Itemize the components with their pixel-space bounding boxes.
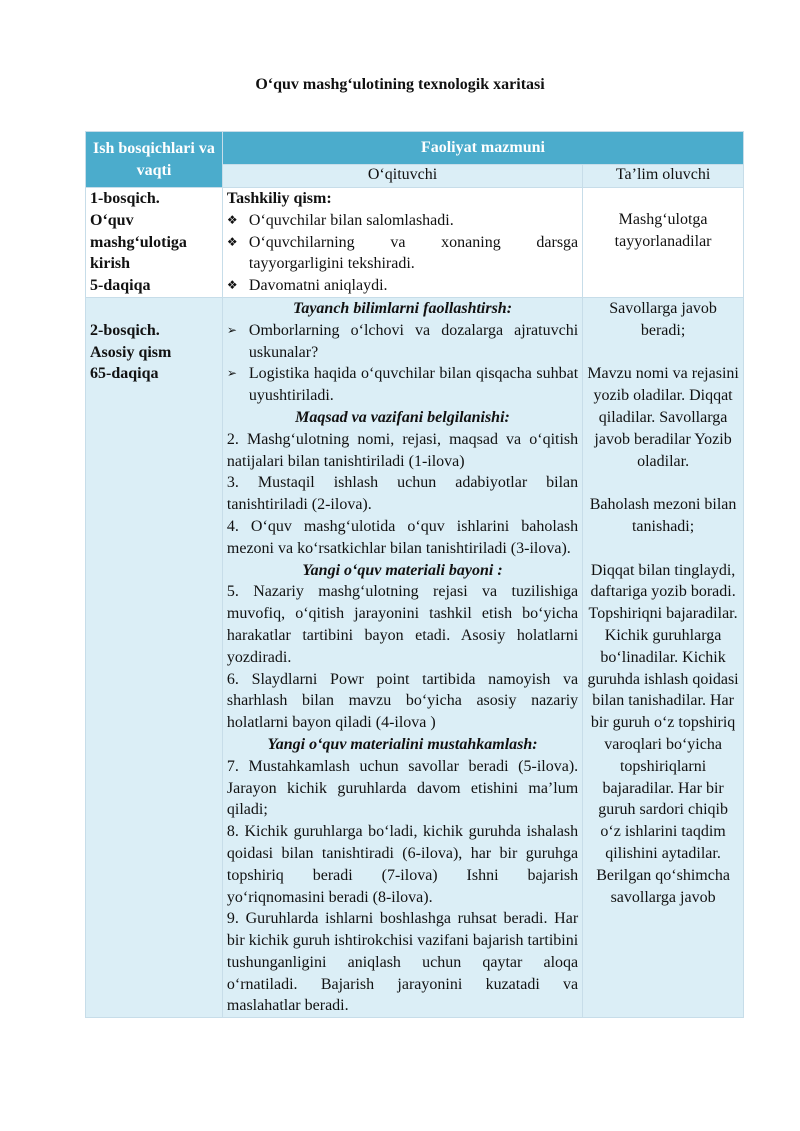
paragraph: 5. Nazariy mashg‘ulotning rejasi va tuzilishiga muvofiq, o‘qitish jarayonini tashkil etish bo‘yicha harakatlar tartibini bayon etadi. Asosiy holatlarni yozdiradi. [226, 583, 579, 666]
technology-map-table [85, 131, 744, 1018]
paragraph: 6. Slaydlarni Powr point tartibida namoyish va sharhlash bilan mavzu bo‘yicha asosiy nazariy holatlarni bayon qiladi (4-ilova ) [226, 670, 579, 732]
list-item: ➢ Logistika haqida o‘quvchilar bilan qisqacha suhbat uyushtiriladi. [227, 363, 578, 407]
page-title: O‘quv mashg‘ulotining texnologik xaritasi [255, 76, 545, 93]
header-teacher: O‘qituvchi [222, 165, 582, 188]
stage-2-student-cell [583, 297, 744, 1017]
table-row [86, 297, 744, 1017]
student-block: Savollarga javob beradi; [609, 299, 717, 339]
header-activity-content: Faoliyat mazmuni [222, 132, 743, 165]
diamond-bullet-icon: ❖ [226, 278, 238, 293]
organizational-heading: Tashkiliy qism: [226, 190, 332, 207]
stage-2-teacher-cell [222, 297, 582, 1017]
paragraph: 2. Mashg‘ulotning nomi, rejasi, maqsad va o‘qitish natijalari bilan tanishtiriladi (1-ilova) [226, 430, 579, 470]
section-heading: Yangi o‘quv materiali bayoni : [302, 561, 503, 579]
section-heading: Tayanch bilimlarni faollashtirsh: [293, 299, 513, 317]
paragraph: 8. Kichik guruhlarga bo‘ladi, kichik guruhda ishalash qoidasi bilan tanishtiradi (6-ilova), har bir guruhga topshiriq beradi (7-ilova) Ishni bajarish yo‘riqnomasini beradi (8-ilova). [226, 823, 579, 906]
list-item: ➢ Omborlarning o‘lchovi va dozalarga ajratuvchi uskunalar? [227, 320, 578, 364]
student-block: Mavzu nomi va rejasini yozib oladilar. Diqqat qiladilar. Savollarga javob beradilar Yozib oladilar. [587, 365, 739, 470]
stage-1-student-cell: Mashg‘ulotga tayyorlanadilar [583, 188, 744, 298]
section-heading: Maqsad va vazifani belgilanishi: [295, 408, 510, 426]
paragraph: 9. Guruhlarda ishlarni boshlashga ruhsat beradi. Har bir kichik guruh ishtirokchisi vazifani bajarish tartibini tushunganligini aniqlash uchun qaytar aloqa o‘rnatiladi. Bajarish jarayonini kuzatadi va maslahatlar beradi. [226, 910, 579, 1015]
stage-1-teacher-cell [222, 188, 582, 298]
paragraph: 3. Mustaqil ishlash uchun adabiyotlar bilan tanishtiriladi (2-ilova). [226, 474, 579, 514]
header-stage-time: Ish bosqichlari va vaqti [86, 132, 223, 188]
list-item: ❖ O‘quvchilarning va xonaning darsga tayyorgarligini tekshiradi. [227, 232, 578, 276]
student-block: Baholash mezoni bilan tanishadi; [589, 496, 737, 535]
stage-2-cell: 2-bosqich. Asosiy qism 65-daqiqa [86, 297, 223, 1017]
paragraph: 7. Mustahkamlash uchun savollar beradi (5-ilova). Jarayon kichik guruhlarda davom etishini ma’lum qiladi; [226, 757, 579, 819]
arrow-bullet-icon: ➢ [226, 366, 237, 381]
student-block: Diqqat bilan tinglaydi, daftariga yozib boradi. Topshiriqni bajaradilar. Kichik guruhlarga bo‘linadilar. Kichik guruhda ishlash qoidasi bilan tanishadilar. Har bir guruh o‘z topshiriq varoqlari bo‘yicha topshiriqlarni bajaradilar. Har bir guruh sardori chiqib o‘z ishlarini taqdim qilishini aytadilar. Berilgan qo‘shimcha savollarga javob [587, 561, 739, 906]
stage-1-cell: 1-bosqich. O‘quv mashg‘ulotiga kirish 5-daqiqa [86, 188, 223, 298]
list-item: ❖ Davomatni aniqlaydi. [227, 275, 578, 297]
table-row [86, 188, 744, 298]
list-item: ❖ O‘quvchilar bilan salomlashadi. [227, 210, 578, 232]
header-student: Ta’lim oluvchi [583, 165, 744, 188]
paragraph: 4. O‘quv mashg‘ulotida o‘quv ishlarini baholash mezoni va ko‘rsatkichlar bilan tanishtiriladi (3-ilova). [226, 517, 579, 557]
diamond-bullet-icon: ❖ [226, 234, 238, 249]
diamond-bullet-icon: ❖ [226, 212, 238, 227]
arrow-bullet-icon: ➢ [226, 322, 237, 337]
section-heading: Yangi o‘quv materialini mustahkamlash: [267, 735, 538, 753]
